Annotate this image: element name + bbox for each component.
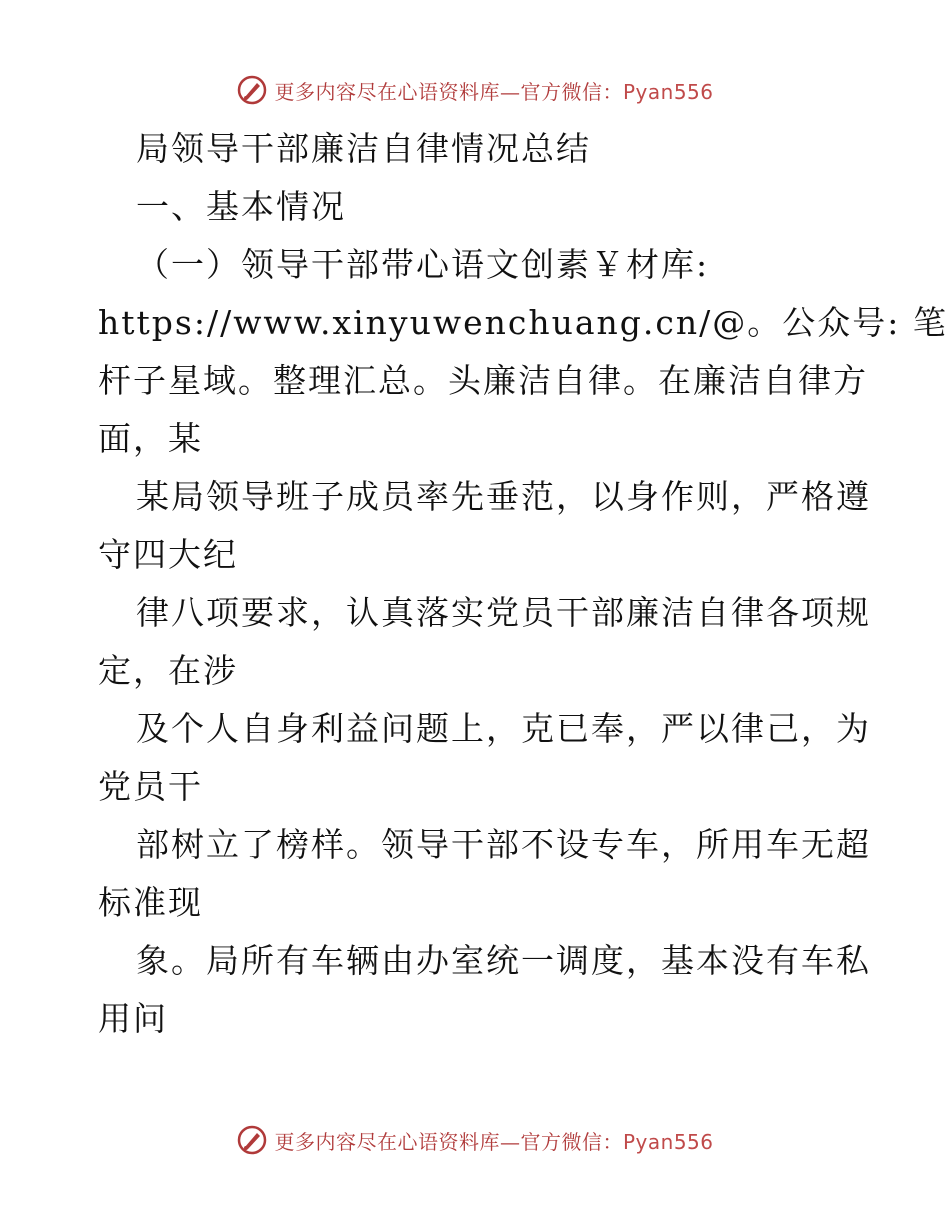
text-line: 定，在涉 <box>98 651 238 690</box>
header-banner <box>0 70 950 110</box>
pen-logo-icon <box>236 74 268 106</box>
text-line: 象。局所有车辆由办室统一调度，基本没有车私 <box>136 941 871 980</box>
text-line: （一）领导干部带心语文创素￥材库: <box>136 245 710 284</box>
paragraph <box>98 236 948 1048</box>
text-line: 守四大纪 <box>98 535 238 574</box>
text-line: 面，某 <box>98 419 203 458</box>
footer-banner <box>0 1120 950 1160</box>
text-line: 部树立了榜样。领导干部不设专车，所用车无超 <box>136 825 871 864</box>
header-banner-id: Pyan556 <box>622 79 714 104</box>
text-line: 律八项要求，认真落实党员干部廉洁自律各项规 <box>136 593 871 632</box>
text-line: 及个人自身利益问题上，克已奉，严以律己，为 <box>136 709 871 748</box>
text-line: 杆子星域。整理汇总。头廉洁自律。在廉洁自律方 <box>98 361 868 400</box>
pen-logo-icon <box>236 1124 268 1156</box>
header-banner-text: 更多内容尽在心语资料库—官方微信：Pyan556 <box>274 79 714 104</box>
text-line: https://www.xinyuwenchuang.cn/@。公众号: 笔 <box>98 303 948 342</box>
text-line: 某局领导班子成员率先垂范，以身作则，严格遵 <box>136 477 871 516</box>
text-line: 党员干 <box>98 767 203 806</box>
document-body <box>98 120 948 1048</box>
text-line: 用问 <box>98 999 168 1038</box>
section-heading: 一、基本情况 <box>136 187 346 226</box>
text-line: 标准现 <box>98 883 203 922</box>
document-title: 局领导干部廉洁自律情况总结 <box>136 129 591 168</box>
footer-banner-id: Pyan556 <box>622 1129 714 1154</box>
footer-banner-text: 更多内容尽在心语资料库—官方微信：Pyan556 <box>274 1129 714 1154</box>
